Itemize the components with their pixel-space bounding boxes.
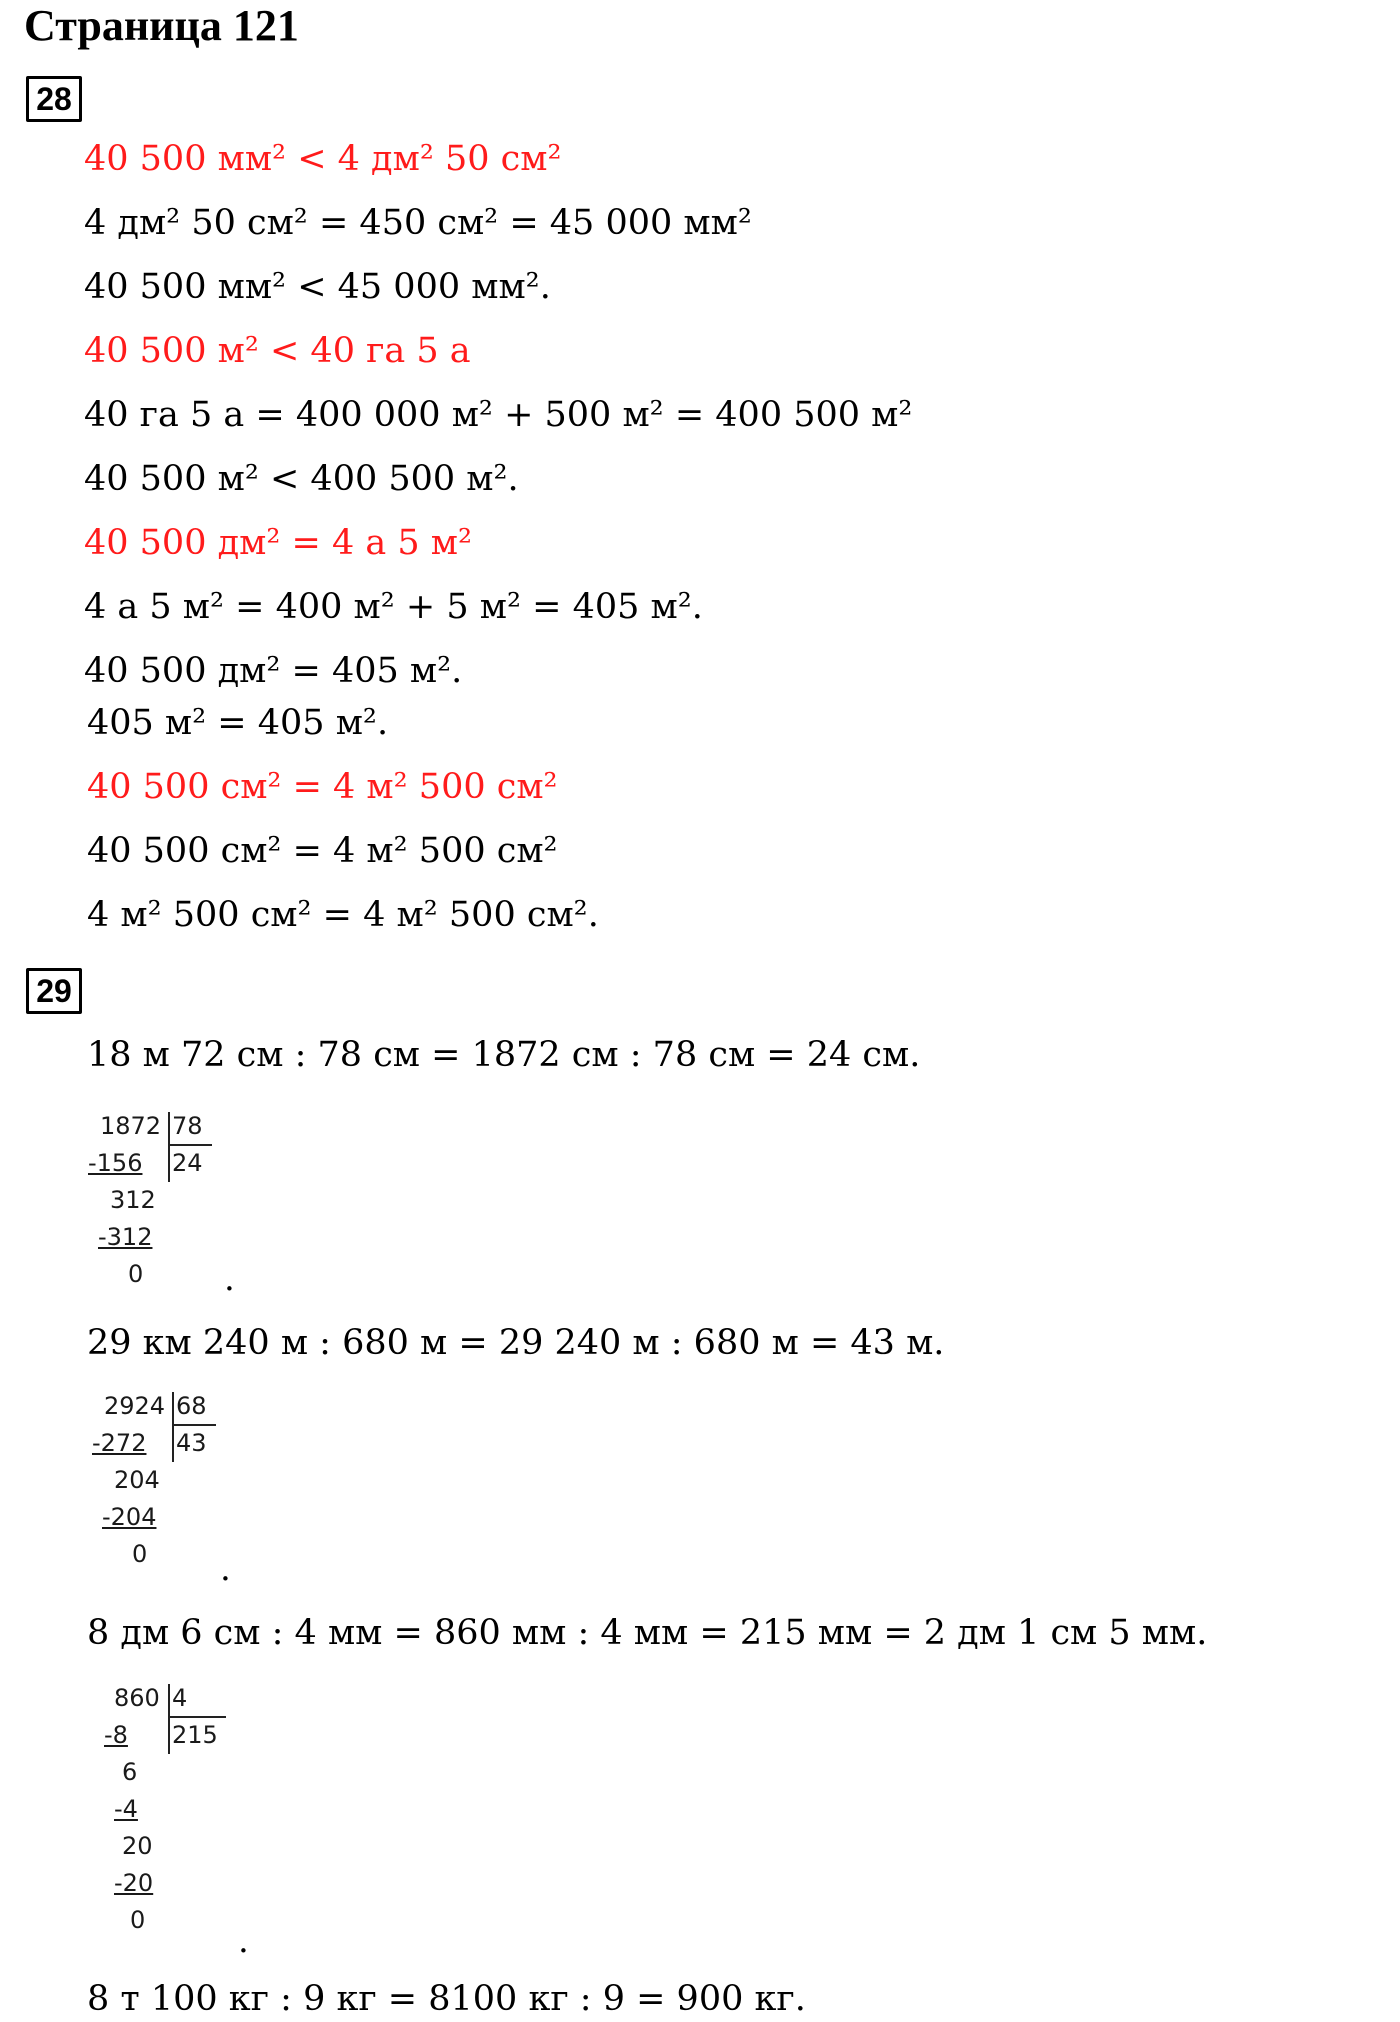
page-title: Страница 121	[24, 1, 299, 50]
subtrahend: -20	[114, 1869, 154, 1897]
solution-line: 40 500 дм² = 405 м².	[84, 651, 463, 691]
solution-line: 29 км 240 м : 680 м = 29 240 м : 680 м = 43 м.	[87, 1323, 945, 1363]
comparison-line: 40 500 дм² = 4 а 5 м²	[84, 523, 473, 563]
subtrahend: -204	[102, 1503, 157, 1531]
solution-line: 40 га 5 а = 400 000 м² + 500 м² = 400 500 м²	[84, 395, 913, 435]
comparison-line: 40 500 м² < 40 га 5 а	[84, 331, 471, 371]
comparison-line: 40 500 мм² < 4 дм² 50 см²	[84, 139, 562, 179]
dividend: 1872	[100, 1112, 162, 1140]
solution-line: 8 т 100 кг : 9 кг = 8100 кг : 9 = 900 кг.	[87, 1979, 806, 2019]
divisor: 4	[172, 1684, 188, 1712]
task-28-badge: 28	[26, 76, 82, 122]
quotient: 215	[172, 1721, 218, 1749]
division-bar-horizontal	[172, 1424, 216, 1426]
remainder: 20	[122, 1832, 153, 1860]
divisor: 78	[172, 1112, 203, 1140]
subtrahend: -156	[88, 1149, 143, 1177]
remainder: 0	[128, 1260, 144, 1288]
quotient: 43	[176, 1429, 207, 1457]
solution-line: 40 500 мм² < 45 000 мм².	[84, 267, 551, 307]
division-bar-horizontal	[168, 1716, 226, 1718]
remainder: 0	[132, 1540, 148, 1568]
division-bar-horizontal	[168, 1144, 212, 1146]
period-mark: .	[238, 1921, 249, 1961]
remainder: 204	[114, 1466, 160, 1494]
solution-line: 4 дм² 50 см² = 450 см² = 45 000 мм²	[84, 203, 752, 243]
solution-line: 18 м 72 см : 78 см = 1872 см : 78 см = 24 см.	[87, 1035, 921, 1075]
divisor: 68	[176, 1392, 207, 1420]
period-mark: .	[220, 1549, 231, 1589]
subtrahend: -8	[104, 1721, 128, 1749]
remainder: 6	[122, 1758, 138, 1786]
quotient: 24	[172, 1149, 203, 1177]
division-bar-vertical	[168, 1684, 170, 1754]
subtrahend: -312	[98, 1223, 153, 1251]
solution-line: 405 м² = 405 м².	[87, 703, 389, 743]
solution-line: 4 а 5 м² = 400 м² + 5 м² = 405 м².	[84, 587, 703, 627]
remainder: 0	[130, 1906, 146, 1934]
solution-line: 40 500 м² < 400 500 м².	[84, 459, 519, 499]
dividend: 860	[114, 1684, 160, 1712]
subtrahend: -4	[114, 1795, 138, 1823]
task-29-badge: 29	[26, 968, 82, 1014]
remainder: 312	[110, 1186, 156, 1214]
division-bar-vertical	[172, 1392, 174, 1462]
period-mark: .	[224, 1259, 235, 1299]
solution-line: 40 500 см² = 4 м² 500 см²	[87, 831, 558, 871]
solution-line: 4 м² 500 см² = 4 м² 500 см².	[87, 895, 599, 935]
dividend: 2924	[104, 1392, 166, 1420]
subtrahend: -272	[92, 1429, 147, 1457]
comparison-line: 40 500 см² = 4 м² 500 см²	[87, 767, 558, 807]
solution-line: 8 дм 6 см : 4 мм = 860 мм : 4 мм = 215 мм = 2 дм 1 см 5 мм.	[87, 1613, 1208, 1653]
division-bar-vertical	[168, 1112, 170, 1182]
